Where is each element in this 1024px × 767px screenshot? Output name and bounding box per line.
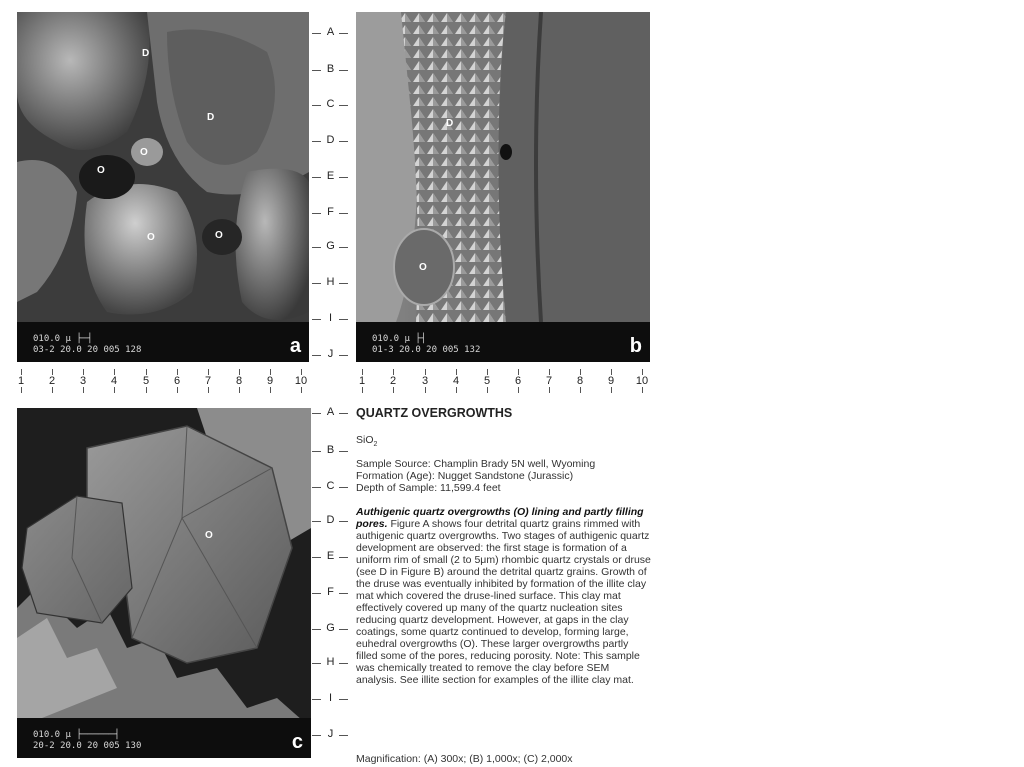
grain-label-d: D [207, 112, 215, 123]
grid-col-3: 3 [415, 369, 435, 393]
magnification: Magnification: (A) 300x; (B) 1,000x; (C) 2,000x [356, 753, 573, 765]
panel-letter: a [289, 335, 301, 357]
grain-label-o: O [140, 147, 148, 158]
grid-col-6: 6 [508, 369, 528, 393]
sem-texture-b [356, 12, 650, 362]
grid-col-1: 1 [11, 369, 31, 393]
sem-photo-c [17, 408, 311, 758]
sample-depth: Depth of Sample: 11,599.4 feet [356, 482, 501, 494]
grid-col-7: 7 [539, 369, 559, 393]
sem-texture-a [17, 12, 309, 362]
grid-row-c: C [306, 98, 356, 112]
grid-row-e: E [306, 550, 356, 564]
grid-col-8: 8 [229, 369, 249, 393]
sem-texture-c [17, 408, 311, 758]
grid-row-d: D [306, 514, 356, 528]
grid-col-8: 8 [570, 369, 590, 393]
grid-row-g: G [306, 240, 356, 254]
description-body: Figure A shows four detrital quartz grains rimmed with authigenic quartz overgrowths. Two stages of authigenic quartz development are observed: the first stage is formation of a uniform rim of small (2 to 5μm) rhombic quartz crystals or druse (see D in Figure B) around the detrital quartz grains. Growth of the druse was eventually inhibited by formation of the illite clay mat which covered the druse-lined surface. This clay mat effectively covered up many of the quartz nucleation sites reducing quartz development. However, at gaps in the clay coatings, some quartz continued to develop, forming large, euhedral overgrowths (O). These larger overgrowths partly filled some of the pores, reducing porosity. Note: This sample was chemically treated to remove the clay before SEM analysis. See illite section for examples of the illite clay mat. [356, 518, 651, 686]
grid-col-4: 4 [446, 369, 466, 393]
grain-label-o: O [205, 530, 213, 541]
formula-subscript: 2 [373, 441, 378, 449]
grid-col-6: 6 [167, 369, 187, 393]
sem-photo-b [356, 12, 650, 362]
grain-label-d: D [446, 118, 454, 129]
grid-row-j: J [306, 348, 356, 362]
grid-row-f: F [306, 206, 356, 220]
grid-row-c: C [306, 480, 356, 494]
panel-letter: c [291, 731, 303, 753]
grid-row-i: I [306, 692, 356, 706]
grid-col-9: 9 [601, 369, 621, 393]
grid-col-9: 9 [260, 369, 280, 393]
grid-row-b: B [306, 63, 356, 77]
micron-scale-code: 010.0 μ ├─┤ 03-2 20.0 20 005 128 [33, 334, 142, 355]
micron-scale-code: 010.0 μ ├┤ 01-3 20.0 20 005 132 [372, 334, 481, 355]
grid-row-e: E [306, 170, 356, 184]
grid-row-h: H [306, 656, 356, 670]
description-lead: Authigenic quartz overgrowths (O) lining and partly filling pores. [356, 506, 644, 530]
caption-bar [17, 322, 309, 362]
grid-row-a: A [306, 26, 356, 40]
formula-main: SiO [356, 434, 374, 446]
micron-scale-code: 010.0 μ ├──────┤ 20-2 20.0 20 005 130 [33, 730, 142, 751]
grid-col-7: 7 [198, 369, 218, 393]
grid-col-5: 5 [477, 369, 497, 393]
grain-label-o: O [147, 232, 155, 243]
description [356, 506, 652, 686]
sample-source: Sample Source: Champlin Brady 5N well, Wyoming [356, 458, 596, 470]
grid-row-j: J [306, 728, 356, 742]
grid-col-2: 2 [383, 369, 403, 393]
grid-col-3: 3 [73, 369, 93, 393]
grain-label-o: O [97, 165, 105, 176]
grid-row-d: D [306, 134, 356, 148]
grid-row-b: B [306, 444, 356, 458]
grid-row-f: F [306, 586, 356, 600]
grid-col-2: 2 [42, 369, 62, 393]
grain-label-d: D [142, 48, 150, 59]
page-title: QUARTZ OVERGROWTHS [356, 406, 513, 420]
grid-row-h: H [306, 276, 356, 290]
grid-col-5: 5 [136, 369, 156, 393]
grid-row-i: I [306, 312, 356, 326]
formation-age: Formation (Age): Nugget Sandstone (Jurassic) [356, 470, 574, 482]
grid-col-1: 1 [352, 369, 372, 393]
panel-letter: b [629, 335, 642, 357]
sem-photo-a [17, 12, 309, 362]
grid-col-10: 10 [291, 369, 311, 393]
caption-bar [17, 718, 311, 758]
grid-col-4: 4 [104, 369, 124, 393]
caption-bar [356, 322, 650, 362]
grid-col-10: 10 [632, 369, 652, 393]
grain-label-o: O [419, 262, 427, 273]
grid-row-a: A [306, 406, 356, 420]
sample-info [356, 458, 656, 494]
grid-row-g: G [306, 622, 356, 636]
chemical-formula [356, 434, 377, 448]
grain-label-o: O [215, 230, 223, 241]
